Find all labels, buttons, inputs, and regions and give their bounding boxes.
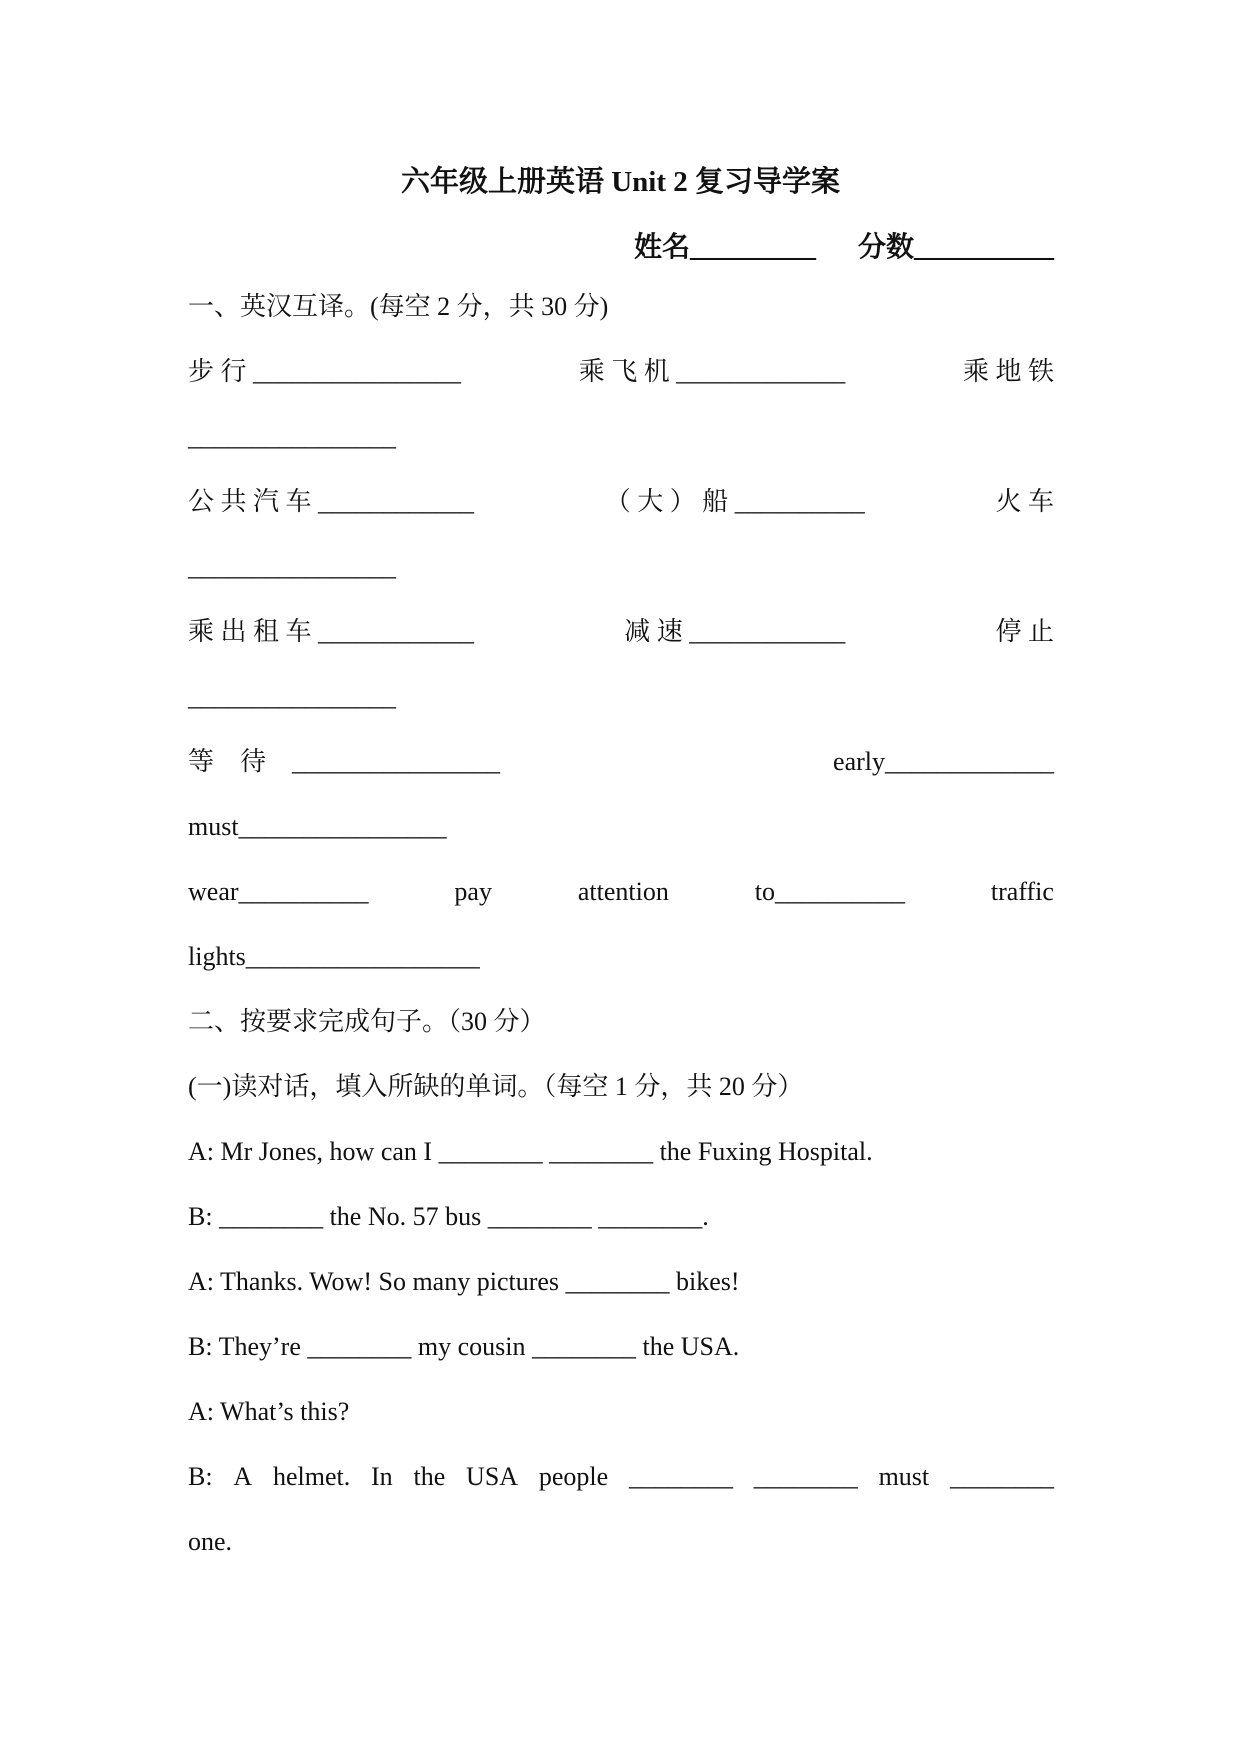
translation-row-6 (188, 875, 1054, 909)
item-slow-down: 减 速 ____________ (624, 617, 846, 646)
word: helmet. (272, 1462, 351, 1491)
dialogue-line: A: Mr Jones, how can I ________ ________ the Fuxing Hospital. (188, 1137, 873, 1166)
translation-row-1 (188, 355, 1054, 389)
word: people (538, 1462, 609, 1491)
word: must (878, 1462, 930, 1491)
translation-row-2-blank[interactable]: ________________ (188, 552, 396, 581)
item-lights: lights__________________ (188, 942, 480, 971)
dialogue-line: B: ________ the No. 57 bus ________ ________. (188, 1202, 709, 1231)
name-field[interactable]: 姓名_________ (633, 232, 816, 263)
section2-sub1-heading: (一)读对话，填入所缺的单词。（每空 1 分，共 20 分） (188, 1072, 804, 1101)
translation-row-2 (188, 485, 1054, 519)
dialogue-line-justified (188, 1460, 1054, 1494)
translation-row-4 (188, 745, 1054, 779)
section1-heading: 一、英汉互译。(每空 2 分，共 30 分) (188, 292, 609, 321)
item-subway: 乘 地 铁 (962, 357, 1054, 386)
item-attention: attention (577, 877, 669, 906)
item-stop: 停 止 (995, 617, 1054, 646)
blank[interactable]: ________ (753, 1462, 858, 1491)
dialogue-line-continuation: one. (188, 1527, 233, 1556)
item-train: 火 车 (995, 487, 1054, 516)
dialogue-line: A: What’s this? (188, 1397, 350, 1426)
item-walk: 步 行 ________________ (188, 357, 462, 386)
item-plane: 乘 飞 机 _____________ (578, 357, 846, 386)
word: A (233, 1462, 253, 1491)
item-ship: （ 大 ） 船 __________ (604, 487, 865, 516)
blank[interactable]: ________ (628, 1462, 733, 1491)
dialogue-line: A: Thanks. Wow! So many pictures ________ bikes! (188, 1267, 740, 1296)
item-wait: 等 待 ________________ (188, 747, 501, 776)
item-bus: 公 共 汽 车 ____________ (188, 487, 475, 516)
item-must: must________________ (188, 812, 447, 841)
blank[interactable]: ________ (949, 1462, 1054, 1491)
word: USA (466, 1462, 519, 1491)
translation-row-3 (188, 615, 1054, 649)
word: B: (188, 1462, 213, 1491)
section2-heading: 二、按要求完成句子。（30 分） (188, 1007, 546, 1036)
item-early: early_____________ (833, 747, 1054, 776)
translation-row-1-blank[interactable]: ________________ (188, 422, 396, 451)
word: In (371, 1462, 393, 1491)
item-to: to__________ (754, 877, 905, 906)
item-pay: pay (454, 877, 492, 906)
score-field[interactable]: 分数__________ (857, 232, 1054, 263)
item-wear: wear__________ (188, 877, 369, 906)
item-taxi: 乘 出 租 车 ____________ (188, 617, 475, 646)
translation-row-3-blank[interactable]: ________________ (188, 682, 396, 711)
name-score-line (634, 230, 1054, 266)
page-title: 六年级上册英语 Unit 2 复习导学案 (400, 166, 841, 198)
item-traffic: traffic (990, 877, 1054, 906)
word: the (413, 1462, 446, 1491)
dialogue-line: B: They’re ________ my cousin ________ the USA. (188, 1332, 740, 1361)
